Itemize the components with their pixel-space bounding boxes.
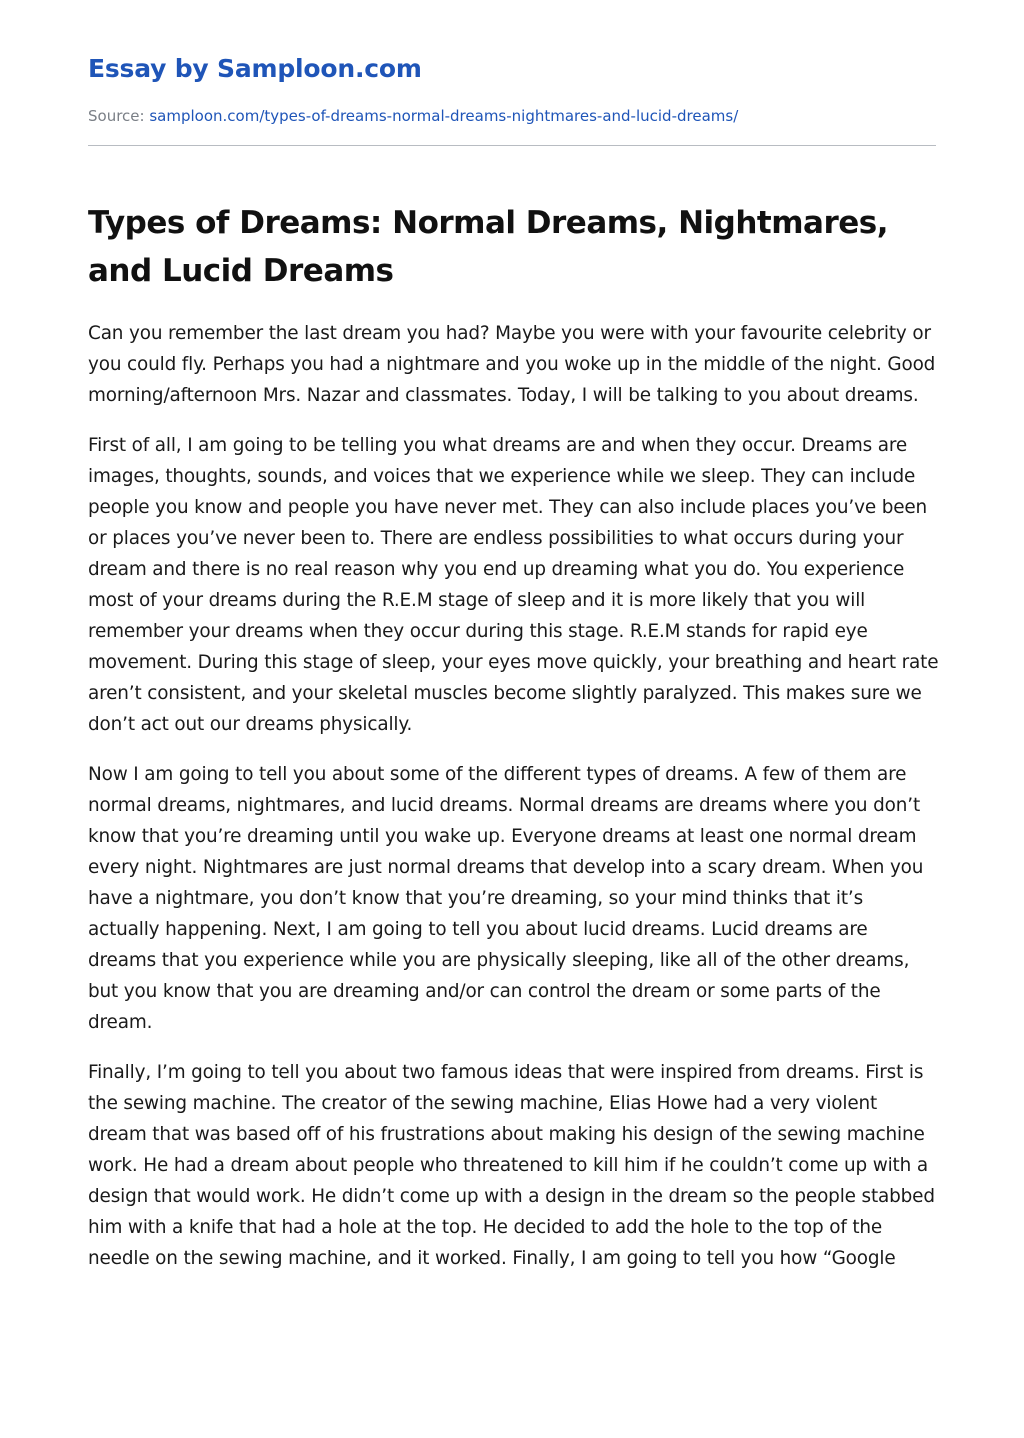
essay-title: Types of Dreams: Normal Dreams, Nightmares, and Lucid Dreams [88, 205, 888, 289]
source-url-link[interactable]: samploon.com/types-of-dreams-normal-dreams-nightmares-and-lucid-dreams/ [149, 107, 739, 125]
essay-paragraph: First of all, I am going to be telling you what dreams are and when they occur. Dreams are images, thoughts, sounds, and voices that we experience while we sleep. They can include people you know and people you have never met. They can also include places you’ve been or places you’ve never been to. There are endless possibilities to what occurs during your dream and there is no real reason why you end up dreaming what you do. You experience most of your dreams during the R.E.M stage of sleep and it is more likely that you will remember your dreams when they occur during this stage. R.E.M stands for rapid eye movement. During this stage of sleep, your eyes move quickly, your breathing and heart rate aren’t consistent, and your skeletal muscles become slightly paralyzed. This makes sure we don’t act out our dreams physically. [88, 435, 939, 735]
source-label: Source: [88, 107, 145, 125]
header-divider [88, 145, 936, 146]
site-brand-link[interactable]: Essay by Samploon.com [88, 54, 422, 83]
source-line [88, 107, 738, 125]
essay-paragraph: Finally, I’m going to tell you about two famous ideas that were inspired from dreams. First is the sewing machine. The creator of the sewing machine, Elias Howe had a very violent dream that was based off of his frustrations about making his design of the sewing machine work. He had a dream about people who threatened to kill him if he couldn’t come up with a design that would work. He didn’t come up with a design in the dream so the people stabbed him with a knife that had a hole at the top. He decided to add the hole to the top of the needle on the sewing machine, and it worked. Finally, I am going to tell you how “Google [88, 1062, 935, 1269]
essay-paragraph: Now I am going to tell you about some of the different types of dreams. A few of them are normal dreams, nightmares, and lucid dreams. Normal dreams are dreams where you don’t know that you’re dreaming until you wake up. Everyone dreams at least one normal dream every night. Nightmares are just normal dreams that develop into a scary dream. When you have a nightmare, you don’t know that you’re dreaming, so your mind thinks that it’s actually happening. Next, I am going to tell you about lucid dreams. Lucid dreams are dreams that you experience while you are physically sleeping, like all of the other dreams, but you know that you are dreaming and/or can control the dream or some parts of the dream. [88, 764, 924, 1033]
essay-body [88, 318, 940, 1293]
essay-paragraph: Can you remember the last dream you had? Maybe you were with your favourite celebrity or you could fly. Perhaps you had a nightmare and you woke up in the middle of the night. Good morning/afternoon Mrs. Nazar and classmates. Today, I will be talking to you about dreams. [88, 323, 936, 406]
